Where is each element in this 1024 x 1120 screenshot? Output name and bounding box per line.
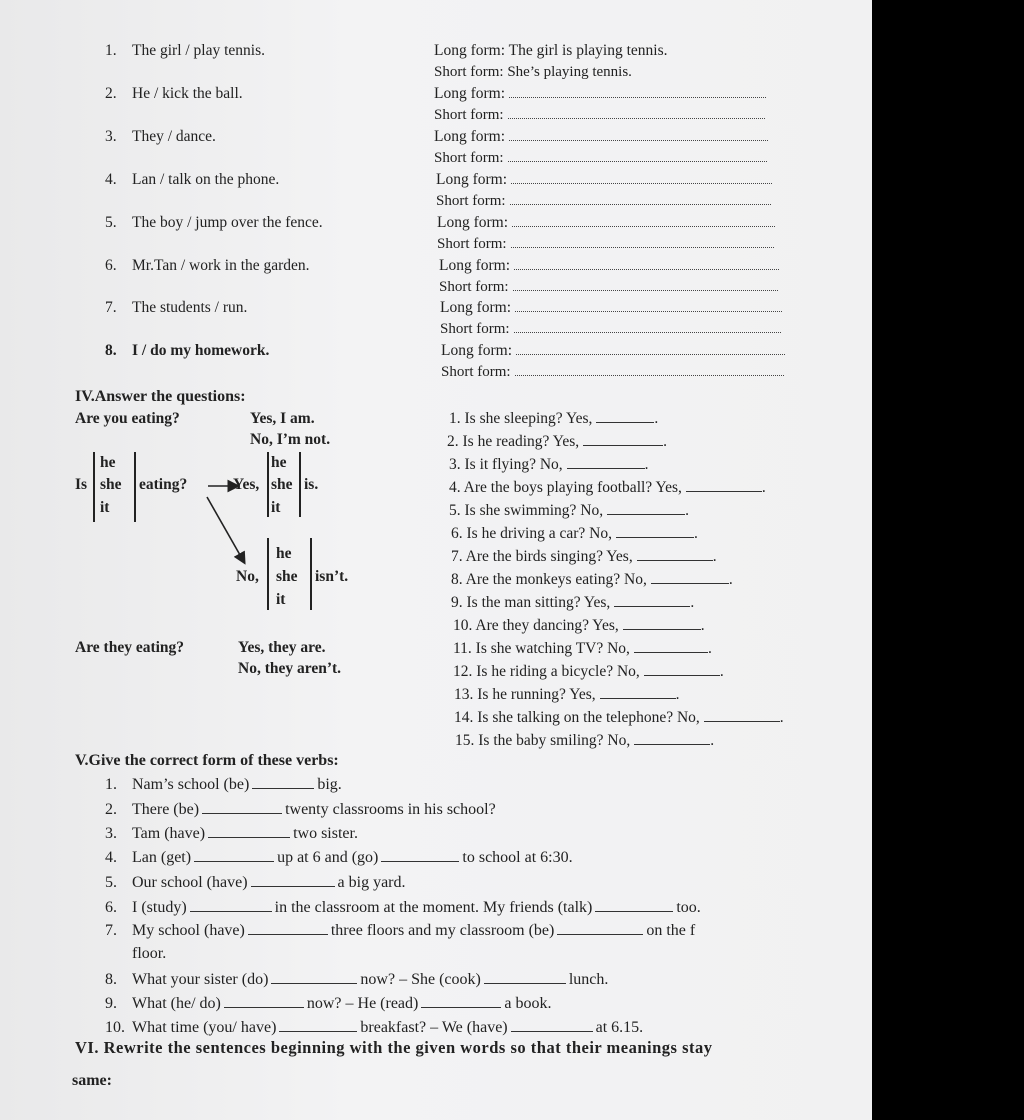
question-text: 13. Is he running? Yes, [454,686,596,703]
exercise-text: My school (have) [132,922,245,939]
short-form-label: Short form: [441,364,511,380]
item-number: 6. [105,257,117,274]
item-number: 5. [105,214,117,231]
question-text: 2. Is he reading? Yes, [447,433,580,450]
answer-blank [271,969,357,984]
example-answer-yes-2: Yes, they are. [238,639,326,656]
item-number: 4. [105,171,117,188]
item-prompt: They / dance. [132,128,216,145]
exercise-text: now? – He (read) [306,995,419,1012]
answer-blank [704,707,780,722]
long-form-label: Long form: [436,171,508,188]
question-row: 11. Is she watching TV? No, . [453,640,712,657]
answer-blank [252,774,314,789]
example-answer-yes-1: Yes, I am. [250,410,315,427]
example-question-2: Are they eating? [75,639,185,656]
answer-blank [616,523,694,538]
exercise-number: 5. [105,874,117,891]
answer-blank [686,477,762,492]
diagram-is: Is [75,476,88,493]
item-prompt: The boy / jump over the fence. [132,214,323,231]
answer-blank [381,847,459,862]
exercise-text: big. [317,776,342,793]
answer-blank [190,897,272,912]
item-prompt: He / kick the ball. [132,85,243,102]
diagram-pronoun: it [100,499,110,516]
exercise-text: Tam (have) [132,825,206,842]
answer-blank [421,993,501,1008]
answer-blank [595,897,673,912]
exercise-number: 6. [105,899,117,916]
long-form-label: Long form: [440,299,512,316]
question-row: 10. Are they dancing? Yes, . [453,617,705,634]
diagram-pronoun: he [271,454,287,471]
answer-blank [194,847,274,862]
item-prompt: The girl / play tennis. [132,42,266,59]
question-row: 4. Are the boys playing football? Yes, . [449,479,766,496]
short-form-label: Short form: [437,236,507,252]
question-text: 6. Is he driving a car? No, [451,525,612,542]
exercise-row [105,823,358,844]
exercise-text: Lan (get) [132,849,192,866]
answer-blank [248,920,328,935]
diagram-pronoun: she [276,568,298,585]
exercise-text: What time (you/ have) [132,1019,277,1036]
answer-blank [623,615,701,630]
question-text: 12. Is he riding a bicycle? No, [453,663,640,680]
answer-blank [634,638,708,653]
question-row: 13. Is he running? Yes, . [454,686,680,703]
exercise-text: up at 6 and (go) [277,849,379,866]
question-text: 9. Is the man sitting? Yes, [451,594,611,611]
long-form-label: Long form: [434,85,506,102]
answer-blank [607,500,685,515]
exercise-text: breakfast? – We (have) [360,1019,508,1036]
item-prompt: The students / run. [132,299,248,316]
exercise-text: Nam’s school (be) [132,776,250,793]
exercise-text: a big yard. [337,874,406,891]
exercise-text: too. [676,899,701,916]
question-text: 1. Is she sleeping? Yes, [449,410,593,427]
answer-blank [596,408,654,423]
question-row: 12. Is he riding a bicycle? No, . [453,663,724,680]
short-form-label: Short form: [434,150,504,166]
item-number: 2. [105,85,117,102]
exercise-row [105,969,608,990]
question-row: 1. Is she sleeping? Yes, . [449,410,659,427]
long-form-label: Long form: [439,257,511,274]
diagram-pronoun: it [271,499,281,516]
section-6-heading-cont: same: [72,1072,112,1089]
example-answer-no-2: No, they aren’t. [238,660,342,677]
example-answer-no-1: No, I’m not. [250,431,331,448]
exercise-row [105,799,496,820]
long-form-label: Long form: The girl is playing tennis. [434,42,668,59]
exercise-text: Our school (have) [132,874,248,891]
exercise-text: lunch. [568,971,609,988]
question-row: 6. Is he driving a car? No, . [451,525,698,542]
question-text: 5. Is she swimming? No, [449,502,604,519]
long-form-label: Long form: [434,128,506,145]
short-form-label: Short form: [434,107,504,123]
exercise-text: now? – She (cook) [360,971,481,988]
exercise-number: 2. [105,801,117,818]
exercise-number: 3. [105,825,117,842]
answer-blank [634,730,710,745]
answer-blank [557,920,643,935]
exercise-row [105,920,695,941]
diagram-pronoun: she [100,476,122,493]
question-text: 7. Are the birds singing? Yes, [451,548,633,565]
answer-blank [637,546,713,561]
item-prompt: I / do my homework. [132,342,270,359]
exercise-text: in the classroom at the moment. My friends (talk) [274,899,593,916]
section-5-heading: V.Give the correct form of these verbs: [75,752,339,769]
answer-blank [600,684,676,699]
answer-blank [224,993,304,1008]
short-form-label: Short form: She’s playing tennis. [434,64,632,80]
question-row: 9. Is the man sitting? Yes, . [451,594,695,611]
question-text: 14. Is she talking on the telephone? No, [454,709,700,726]
exercise-number: 4. [105,849,117,866]
exercise-text: on the f [646,922,696,939]
answer-blank [583,431,663,446]
question-row: 14. Is she talking on the telephone? No, . [454,709,784,726]
answer-blank [251,872,335,887]
diagram-pronoun: it [276,591,286,608]
diagram-yes: Yes, [233,476,260,493]
diagram-is-answer: is. [304,476,319,493]
exercise-text: There (be) [132,801,200,818]
section-4-heading: IV.Answer the questions: [75,388,246,405]
exercise-continuation: floor. [132,945,167,962]
item-number: 7. [105,299,117,316]
exercise-text: What (he/ do) [132,995,221,1012]
diagram-isnt-answer: isn’t. [315,568,349,585]
diagram-pronoun: he [100,454,116,471]
question-row: 8. Are the monkeys eating? No, . [451,571,733,588]
exercise-number: 1. [105,776,117,793]
exercise-text: two sister. [293,825,358,842]
answer-blank [202,799,282,814]
exercise-number: 8. [105,971,117,988]
question-row: 3. Is it flying? No, . [449,456,649,473]
answer-blank [484,969,566,984]
answer-blank [511,1017,593,1032]
exercise-number: 7. [105,922,117,939]
diagram-no: No, [236,568,259,585]
diagram-eating: eating? [139,476,188,493]
diagram-pronoun: she [271,476,293,493]
question-row: 15. Is the baby smiling? No, . [455,732,715,749]
long-form-label: Long form: [441,342,513,359]
item-prompt: Mr.Tan / work in the garden. [132,257,310,274]
item-prompt: Lan / talk on the phone. [132,171,280,188]
short-form-label: Short form: [436,193,506,209]
exercise-row [105,993,551,1014]
exercise-row [105,872,406,893]
diagram-pronoun: he [276,545,292,562]
question-text: 4. Are the boys playing football? Yes, [449,479,682,496]
item-number: 8. [105,342,117,359]
question-text: 3. Is it flying? No, [449,456,563,473]
exercise-row [105,897,701,918]
question-text: 10. Are they dancing? Yes, [453,617,619,634]
example-question-1: Are you eating? [75,410,180,427]
exercise-text: at 6.15. [595,1019,644,1036]
short-form-label: Short form: [440,321,510,337]
answer-blank [644,661,720,676]
section-6-heading: VI. Rewrite the sentences beginning with the given words so that their meanings stay [75,1038,713,1057]
exercise-text: I (study) [132,899,187,916]
item-number: 3. [105,128,117,145]
exercise-row [105,847,573,868]
exercise-text: to school at 6:30. [462,849,573,866]
question-row: 2. Is he reading? Yes, . [447,433,668,450]
exercise-text: three floors and my classroom (be) [330,922,555,939]
question-row: 5. Is she swimming? No, . [449,502,690,519]
answer-blank [567,454,645,469]
exercise-text: What your sister (do) [132,971,269,988]
exercise-row [105,1017,643,1038]
question-text: 8. Are the monkeys eating? No, [451,571,647,588]
answer-blank [208,823,290,838]
answer-blank [614,592,690,607]
question-text: 11. Is she watching TV? No, [453,640,630,657]
item-number: 1. [105,42,117,59]
question-text: 15. Is the baby smiling? No, [455,732,631,749]
exercise-number: 10. [105,1019,125,1036]
short-form-label: Short form: [439,279,509,295]
exercise-row [105,774,342,795]
exercise-text: a book. [504,995,552,1012]
exercise-text: twenty classrooms in his school? [285,801,496,818]
exercise-number: 9. [105,995,117,1012]
long-form-label: Long form: [437,214,509,231]
arrow-no-icon [207,497,244,562]
answer-blank [279,1017,357,1032]
question-row: 7. Are the birds singing? Yes, . [451,548,717,565]
answer-blank [651,569,729,584]
